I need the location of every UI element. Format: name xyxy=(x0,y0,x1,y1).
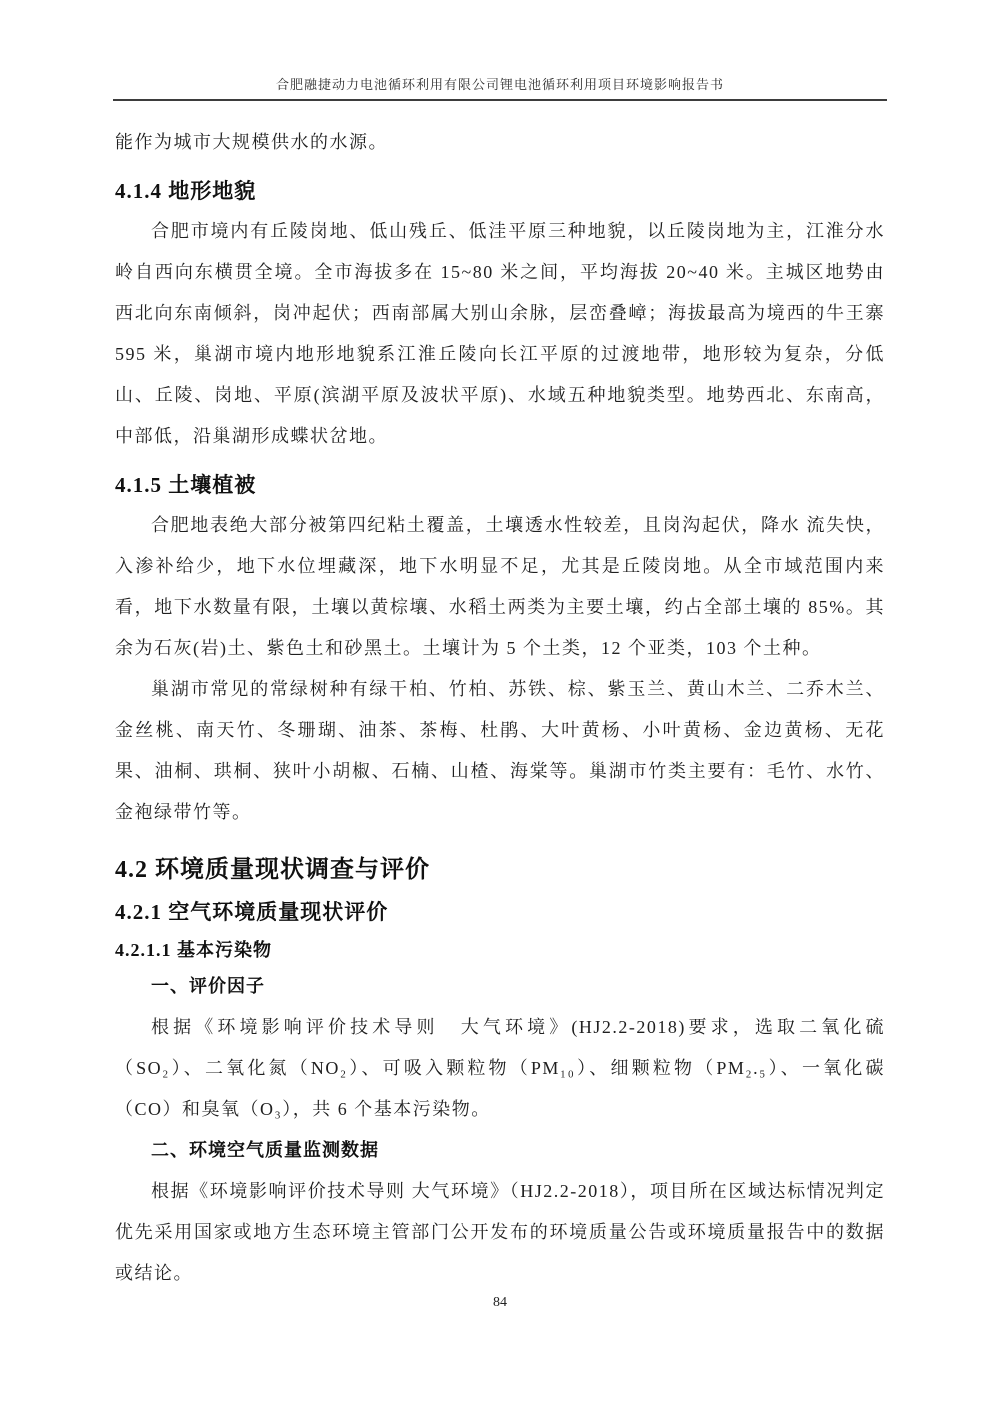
paragraph-monitoring: 根据《环境影响评价技术导则 大气环境》（HJ2.2-2018），项目所在区域达标情况判定优先采用国家或地方生态环境主管部门公开发布的环境质量公告或环境质量报告中的数据或结论。 xyxy=(115,1181,885,1283)
subheading-monitoring-data: 二、环境空气质量监测数据 xyxy=(151,1140,379,1160)
paragraph-pollutants: 根据《环境影响评价技术导则 大气环境》(HJ2.2-2018)要求，选取二氧化硫（SO₂）、二氧化氮（NO₂）、可吸入颗粒物（PM₁₀）、细颗粒物（PM₂.₅）、一氧化碳（CO）和臭氧（O₃），共 6 个基本污染物。 xyxy=(115,1017,885,1119)
document-body xyxy=(115,122,885,1294)
paragraph-soil: 合肥地表绝大部分被第四纪粘土覆盖，土壤透水性较差，且岗沟起伏，降水 流失快，入渗补给少，地下水位埋藏深，地下水明显不足，尤其是丘陵岗地。从全市域范围内来看，地下水数量有限，土壤以黄棕壤、水稻土两类为主要土壤，约占全部土壤的 85%。其余为石灰(岩)土、紫色土和砂黑土。土壤计为 5 个土类，12 个亚类，103 个土种。 xyxy=(115,515,885,658)
paragraph-terrain: 合肥市境内有丘陵岗地、低山残丘、低洼平原三种地貌，以丘陵岗地为主，江淮分水岭自西向东横贯全境。全市海拔多在 15~80 米之间，平均海拔 20~40 米。主城区地势由西北向东南倾斜，岗冲起伏；西南部属大别山余脉，层峦叠嶂；海拔最高为境西的牛王寨 595 米，巢湖市境内地形地貌系江淮丘陵向长江平原的过渡地带，地形较为复杂，分低山、丘陵、岗地、平原(滨湖平原及波状平原)、水域五种地貌类型。地势西北、东南高，中部低，沿巢湖形成蝶状岔地。 xyxy=(115,221,885,446)
subheading-evaluation-factors: 一、评价因子 xyxy=(151,976,265,996)
running-header-title: 合肥融捷动力电池循环利用有限公司锂电池循环利用项目环境影响报告书 xyxy=(275,77,724,92)
header-divider xyxy=(113,99,887,101)
paragraph-vegetation: 巢湖市常见的常绿树种有绿干柏、竹柏、苏铁、棕、紫玉兰、黄山木兰、二乔木兰、金丝桃、南天竹、冬珊瑚、油茶、茶梅、杜鹃、大叶黄杨、小叶黄杨、金边黄杨、无花果、油桐、珙桐、狭叶小胡椒、石楠、山楂、海棠等。巢湖市竹类主要有：毛竹、水竹、金袍绿带竹等。 xyxy=(115,679,885,822)
section-heading-4-1-4: 4.1.4 地形地貌 xyxy=(115,179,257,203)
paragraph-continuation: 能作为城市大规模供水的水源。 xyxy=(115,132,388,152)
section-heading-4-2-1-1: 4.2.1.1 基本污染物 xyxy=(115,940,272,960)
page-number: 84 xyxy=(493,1295,507,1310)
section-heading-4-2: 4.2 环境质量现状调查与评价 xyxy=(115,857,430,883)
section-heading-4-2-1: 4.2.1 空气环境质量现状评价 xyxy=(115,900,389,924)
section-heading-4-1-5: 4.1.5 土壤植被 xyxy=(115,473,257,497)
